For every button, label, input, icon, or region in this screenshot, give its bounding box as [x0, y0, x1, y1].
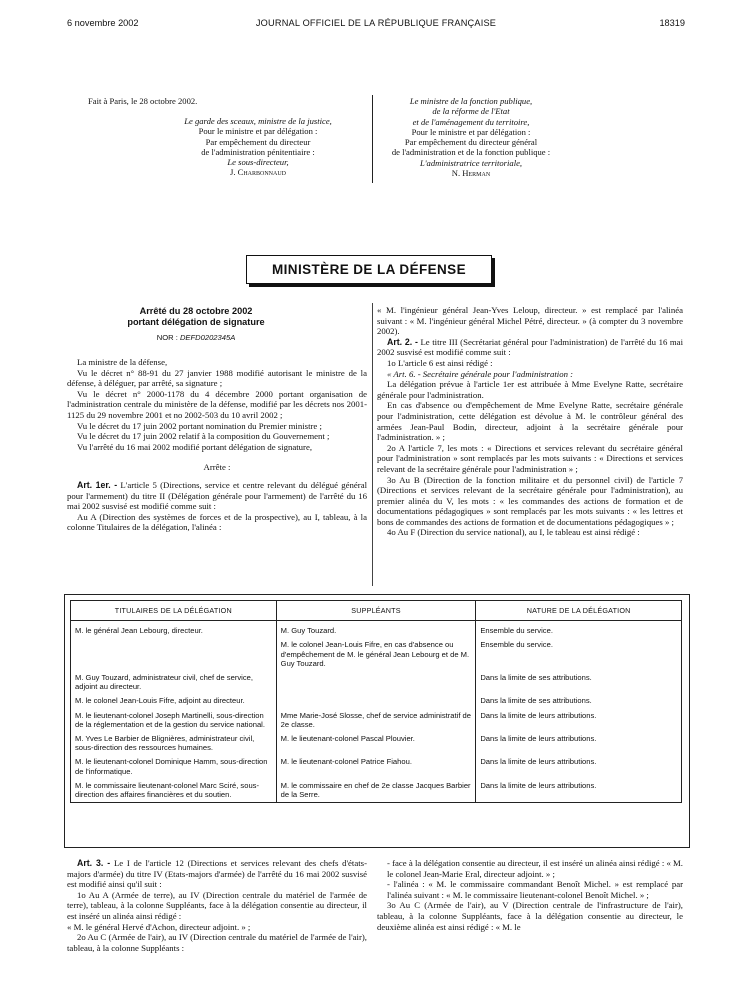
table-row [71, 755, 682, 778]
table-cell [71, 638, 277, 671]
sig-right-line: Le ministre de la fonction publique, [409, 96, 533, 106]
arrete-title [92, 306, 300, 327]
article-label: Art. 3. - [77, 858, 111, 868]
table-cell: M. Guy Touzard, administrateur civil, chef de service, adjoint au directeur. [71, 671, 277, 694]
ministry-heading: MINISTÈRE DE LA DÉFENSE [246, 255, 492, 284]
paragraph: 4o Au F (Direction du service national), au I, le tableau est ainsi rédigé : [387, 527, 640, 538]
article-2 [377, 337, 683, 358]
paragraph: « M. le général Hervé d'Achon, directeur adjoint. » ; [67, 921, 251, 932]
column-header: NATURE DE LA DÉLÉGATION [476, 601, 682, 621]
article-3 [67, 858, 367, 890]
sig-right-line: de l'administration et de la fonction publique : [391, 147, 551, 158]
delegation-table [70, 600, 682, 803]
table-cell: Dans la limite de leurs attributions. [476, 779, 682, 803]
paragraph: La délégation prévue à l'article 1er est attribuée à Mme Evelyne Ratte, secrétaire générale pour l'administration. [377, 379, 683, 400]
table-row [71, 779, 682, 803]
paragraph: La ministre de la défense, [77, 357, 168, 367]
right-column [377, 305, 683, 538]
paragraph: 2o Au C (Armée de l'air), au IV (Direction centrale du matériel de l'armée de l'air), tableau, à la colonne Suppléants : [67, 932, 367, 953]
article-text: Le titre III (Secrétariat général pour l'administration) de l'arrêté du 16 mai 2002 susvisé est modifié comme suit : [377, 336, 683, 358]
sig-right-name: N. Herman [451, 168, 491, 179]
signature-divider [372, 95, 373, 183]
column-header: TITULAIRES DE LA DÉLÉGATION [71, 601, 277, 621]
sig-left-line: Par empêchement du directeur [205, 136, 311, 147]
sig-left-line: de l'administration pénitentiaire : [201, 146, 315, 157]
sig-right-line: Par empêchement du directeur général [404, 137, 538, 148]
sig-left-name: J. Charbonnaud [229, 167, 287, 178]
sig-left-line: Le garde des sceaux, ministre de la justice, [184, 116, 332, 126]
arrete-title-line: Arrêté du 28 octobre 2002 [139, 306, 253, 316]
table-cell: M. le lieutenant-colonel Dominique Hamm, sous-direction de l'informatique. [71, 755, 277, 778]
table-row [71, 671, 682, 694]
column-divider [372, 303, 373, 586]
table-row [71, 732, 682, 755]
column-header: SUPPLÉANTS [276, 601, 476, 621]
table-row [71, 621, 682, 639]
sig-right-line: L'administratrice territoriale, [419, 157, 523, 168]
paragraph: 3o Au B (Direction de la fonction militaire et du personnel civil) de l'article 7 (Directions et services relevant de la secrétaire générale pour l'administration), au premier alinéa du V, les mots : « les commandes des actions de formation et de documentations pédagogiques » sont remplacés par les mots suivants : « les lettres et bons de commandes des actions de formation et de documentations pédagogiques » ; [377, 474, 683, 527]
table-cell: Ensemble du service. [476, 638, 682, 671]
table-cell: M. le lieutenant-colonel Pascal Plouvier. [276, 732, 476, 755]
bottom-left-column [67, 858, 367, 953]
arrete-word: Arrête : [203, 462, 231, 473]
paragraph: 2o A l'article 7, les mots : « Directions et services relevant du secrétaire général pour l'administration » sont remplacés par les mots suivants : « Directions et services relevant de la secrétaire générale pour l'administration » ; [377, 442, 683, 474]
article-label: Art. 2. - [387, 336, 418, 347]
table-row [71, 694, 682, 708]
table-cell: Mme Marie-José Slosse, chef de service administratif de 2e classe. [276, 709, 476, 732]
table-cell: M. le colonel Jean-Louis Fifre, adjoint au directeur. [71, 694, 277, 708]
bottom-right-column [377, 858, 683, 932]
table-cell [276, 671, 476, 694]
table-cell: M. le commissaire lieutenant-colonel Marc Sciré, sous-direction des affaires financières et du soutien. [71, 779, 277, 803]
paragraph: Vu le décret n° 88-91 du 27 janvier 1988 modifié autorisant le ministre de la défense, à déléguer, par arrêté, sa signature ; [67, 367, 367, 389]
paragraph: En cas d'absence ou d'empêchement de Mme Evelyne Ratte, secrétaire générale pour l'administration, cette délégation est dévolue à M. le contrôleur général des armées Jean-Paul Bodin, directeur, adjoint à la secrétaire générale pour l'administration. » ; [377, 400, 683, 443]
table-row [71, 638, 682, 671]
arrete-title-line: portant délégation de signature [127, 316, 265, 327]
nor-label: NOR : [156, 333, 178, 342]
sig-right-line: et de l'aménagement du territoire, [412, 116, 530, 127]
sig-right-line: de la réforme de l'Etat [432, 106, 510, 117]
journal-title: JOURNAL OFFICIEL DE LA RÉPUBLIQUE FRANÇAISE [255, 18, 497, 28]
sig-left-line: Pour le ministre et par délégation : [198, 126, 318, 137]
table-cell: M. le lieutenant-colonel Patrice Fiahou. [276, 755, 476, 778]
table-cell: M. le colonel Jean-Louis Fifre, en cas d'absence ou d'empêchement de M. le général Jean Lebourg et de M. Guy Touzard. [276, 638, 476, 671]
table-row [71, 709, 682, 732]
table-cell: M. le général Jean Lebourg, directeur. [71, 621, 277, 639]
table-cell: M. le lieutenant-colonel Joseph Martinelli, sous-direction de la réglementation et de la gestion du service national. [71, 709, 277, 732]
table-cell: Dans la limite de ses attributions. [476, 694, 682, 708]
table-cell: M. Guy Touzard. [276, 621, 476, 639]
table-cell: Ensemble du service. [476, 621, 682, 639]
header-date: 6 novembre 2002 [67, 18, 139, 28]
article-label: Art. 1er. - [77, 479, 118, 490]
article-text: L'article 5 (Directions, service et centre relevant du délégué général pour l'armement) du titre II (Délégation générale pour l'armement) de l'arrêté du 16 mai 2002 susvisé est modifié comme suit : [67, 479, 368, 512]
table-cell: Dans la limite de leurs attributions. [476, 709, 682, 732]
table-cell: Dans la limite de leurs attributions. [476, 755, 682, 778]
paragraph: « M. l'ingénieur général Jean-Yves Leloup, directeur. » est remplacé par l'alinéa suivant : « M. l'ingénieur général Michel Pétré, directeur. » (à compter du 3 novembre 2002). [377, 305, 683, 337]
article-text: Le I de l'article 12 (Directions et services relevant des chefs d'états-majors d'armée) du titre IV (Etats-majors d'armée) de l'arrêté du 16 mai 2002 susvisé est modifié ainsi qu'il suit : [67, 858, 367, 890]
paragraph: 3o Au C (Armée de l'air), au V (Direction centrale de l'infrastructure de l'air), tableau, à la colonne Suppléants, face à la délégation consentie au directeur, le deuxième alinéa est ainsi rédigé : « M. le [377, 900, 683, 932]
article-1 [67, 480, 367, 512]
paragraph: 1o Au A (Armée de terre), au IV (Direction centrale du matériel de l'armée de terre), tableau, à la colonne Suppléants, face à la délégation consentie au directeur, il est inséré un alinéa ainsi rédigé : [67, 889, 367, 921]
paragraph: Vu le décret du 17 juin 2002 portant nomination du Premier ministre ; [77, 420, 322, 431]
place-date: Fait à Paris, le 28 octobre 2002. [88, 96, 198, 106]
paragraph: Vu l'arrêté du 16 mai 2002 modifié portant délégation de signature, [77, 441, 313, 452]
nor-reference [92, 333, 300, 342]
signature-left [150, 116, 366, 178]
sig-left-line: Le sous-directeur, [227, 157, 289, 168]
table-cell: Dans la limite de ses attributions. [476, 671, 682, 694]
paragraph: - l'alinéa : « M. le commissaire commandant Benoît Michel. » est remplacé par l'alinéa suivant : « M. le commissaire lieutenant-colonel Benoît Michel. » ; [387, 879, 683, 900]
table-header-row [71, 601, 682, 621]
paragraph: 1o L'article 6 est ainsi rédigé : [387, 357, 493, 368]
page-number: 18319 [659, 18, 685, 28]
paragraph: « Art. 6. - Secrétaire générale pour l'administration : [387, 368, 574, 379]
left-column [67, 357, 367, 533]
table-cell: Dans la limite de leurs attributions. [476, 732, 682, 755]
signature-right [376, 96, 566, 178]
paragraph: - face à la délégation consentie au directeur, il est inséré un alinéa ainsi rédigé : « M. le colonel Jean-Marie Eral, directeur adjoint. » ; [387, 858, 683, 879]
table-cell [276, 694, 476, 708]
table-cell: M. le commissaire en chef de 2e classe Jacques Barbier de la Serre. [276, 779, 476, 803]
paragraph: Au A (Direction des systèmes de forces et de la prospective), au I, tableau, à la colonne Titulaires de la délégation, l'alinéa : [67, 511, 367, 533]
sig-right-line: Pour le ministre et par délégation : [411, 126, 531, 137]
paragraph: Vu le décret n° 2000-1178 du 4 décembre 2000 portant organisation de l'administration centrale du ministère de la défense, modifié par les décrets nos 2001-1125 du 29 novembre 2001 et no 2002-503 du 10 avril 2002 ; [67, 388, 367, 420]
nor-code: DEFD0202345A [179, 333, 236, 342]
paragraph: Vu le décret du 17 juin 2002 relatif à la composition du Gouvernement ; [77, 431, 330, 442]
table-cell: M. Yves Le Barbier de Blignières, administrateur civil, sous-direction des ressources humaines. [71, 732, 277, 755]
